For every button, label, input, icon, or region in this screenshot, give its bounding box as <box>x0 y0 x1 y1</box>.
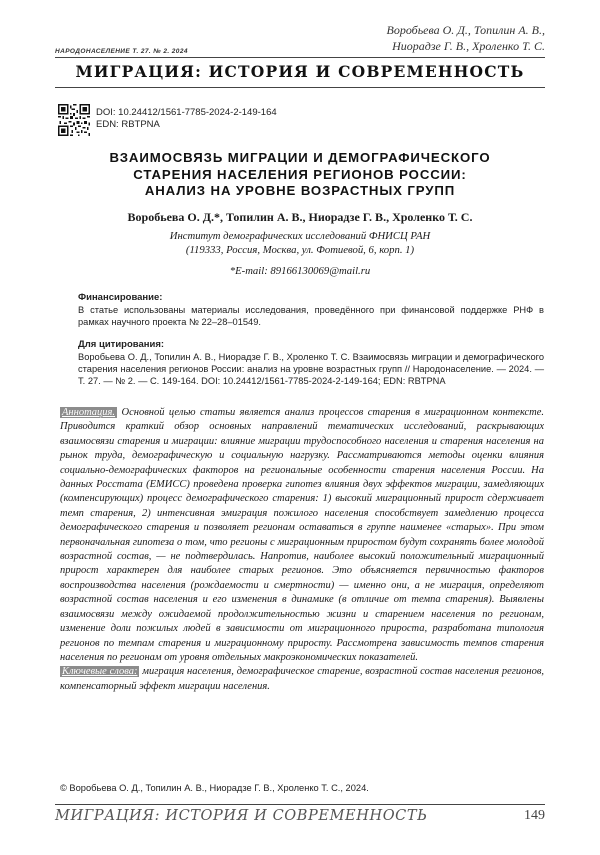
running-authors-line1: Воробьева О. Д., Топилин А. В., <box>386 23 545 37</box>
article-title-line1: ВЗАИМОСВЯЗЬ МИГРАЦИИ И ДЕМОГРАФИЧЕСКОГО <box>109 150 491 165</box>
affiliation-line2: (119333, Россия, Москва, ул. Фотиевой, 6, корп. 1) <box>185 244 415 256</box>
journal-meta: НАРОДОНАСЕЛЕНИЕ Т. 27. № 2. 2024 <box>55 48 188 55</box>
running-authors <box>386 22 545 54</box>
abstract-label: Аннотация. <box>62 407 116 418</box>
keywords-text: миграция населения, демографическое старение, возрастной состав населения регионов, компенсаторный эффект миграции населения. <box>60 666 545 692</box>
edn-code: EDN: RBTPNA <box>96 119 160 130</box>
footer-rule <box>55 804 545 805</box>
identifiers <box>96 107 277 131</box>
funding-heading: Финансирование: <box>78 292 163 303</box>
abstract-text: Основной целью статьи является анализ процессов старения в миграционном контексте. Приводится краткий обзор основных направлений тематических исследований, раскрывающих взаимосвязи старения и миграции: влияние миграции трудоспособного населения и старения населения на рынок труда, демографическую и социальную нагрузку. Рассматриваются методы оценки влияния социально-демографических факторов на региональные особенности старения населения России. На данных Росстата (ЕМИСС) проведена проверка гипотез влияния двух эффектов миграции, замедляющих (компенсирующих) процесс демографического старения: 1) высокий миграционный прирост сдерживает темп старения, 2) интенсивная эмиграция пожилого населения способствует замедлению процесса демографического старения и позволяет регионам оставаться в группе наименее «старых». При этом первоначальная гипотеза о том, что регионы с миграционным приростом будут сохранять более молодой возрастной состав, — не подтвердилась. Напротив, наиболее высокий положительный миграционный прирост характерен для наиболее старых регионов. Это объясняется первичностью факторов воспроизводства населения (рождаемости и смертности) — именно они, а не миграция, определяют возрастной состав населения и его изменения в динамике (в отличие от темпа старения). Выявлены взаимосвязи между ожидаемой продолжительностью жизни и старением населения по регионам, изменение доли пожилых людей в зависимости от миграционного прироста, разработана типология регионов по темпам старения и миграционному приросту. Рассмотрена зависимость темпов старения населения по регионам от уровня отдельных макроэкономических показателей. <box>60 407 545 663</box>
copyright-notice: © Воробьева О. Д., Топилин А. В., Ниорадзе Г. В., Хроленко Т. С., 2024. <box>60 783 369 793</box>
header-rule-top <box>55 57 545 58</box>
article-title-line2: СТАРЕНИЯ НАСЕЛЕНИЯ РЕГИОНОВ РОССИИ: <box>133 166 467 182</box>
contact-email[interactable]: *E-mail: 89166130069@mail.ru <box>229 265 371 277</box>
page-number: 149 <box>524 808 545 823</box>
article-title <box>40 150 560 200</box>
footer-journal-title: МИГРАЦИЯ: ИСТОРИЯ И СОВРЕМЕННОСТЬ <box>55 808 428 824</box>
affiliation <box>0 229 600 257</box>
funding-block <box>78 292 544 328</box>
citation-heading: Для цитирования: <box>78 339 165 350</box>
funding-text: В статье использованы материалы исследования, проведённого при финансовой поддержке РНФ в рамках научного проекта № 22–28–01549. <box>78 305 544 328</box>
affiliation-line1: Институт демографических исследований ФНИСЦ РАН <box>169 230 431 242</box>
citation-text: Воробьева О. Д., Топилин А. В., Ниорадзе Г. В., Хроленко Т. С. Взаимосвязь миграции и демографического старения населения регионов России: анализ на уровне возрастных групп // Народонаселение. — 2024. — Т. 27. — № 2. — С. 149-164. DOI: 10.24412/1561-7785-2024-2-149-164; EDN: RBTPNA <box>78 352 544 387</box>
authors: Воробьева О. Д.*, Топилин А. В., Ниорадзе Г. В., Хроленко Т. С. <box>127 210 473 224</box>
section-title: МИГРАЦИЯ: ИСТОРИЯ И СОВРЕМЕННОСТЬ <box>75 62 525 81</box>
abstract-paragraph <box>60 406 544 665</box>
keywords-label: Ключевые слова: <box>62 666 138 678</box>
abstract-block <box>60 406 544 694</box>
header-rule-bottom <box>55 87 545 88</box>
keywords-paragraph <box>60 665 544 694</box>
running-authors-line2: Ниорадзе Г. В., Хроленко Т. С. <box>392 39 545 53</box>
article-title-line3: АНАЛИЗ НА УРОВНЕ ВОЗРАСТНЫХ ГРУПП <box>144 183 456 198</box>
citation-block <box>78 339 544 388</box>
qr-code-icon <box>58 104 90 136</box>
doi-link[interactable]: DOI: 10.24412/1561-7785-2024-2-149-164 <box>96 107 277 118</box>
